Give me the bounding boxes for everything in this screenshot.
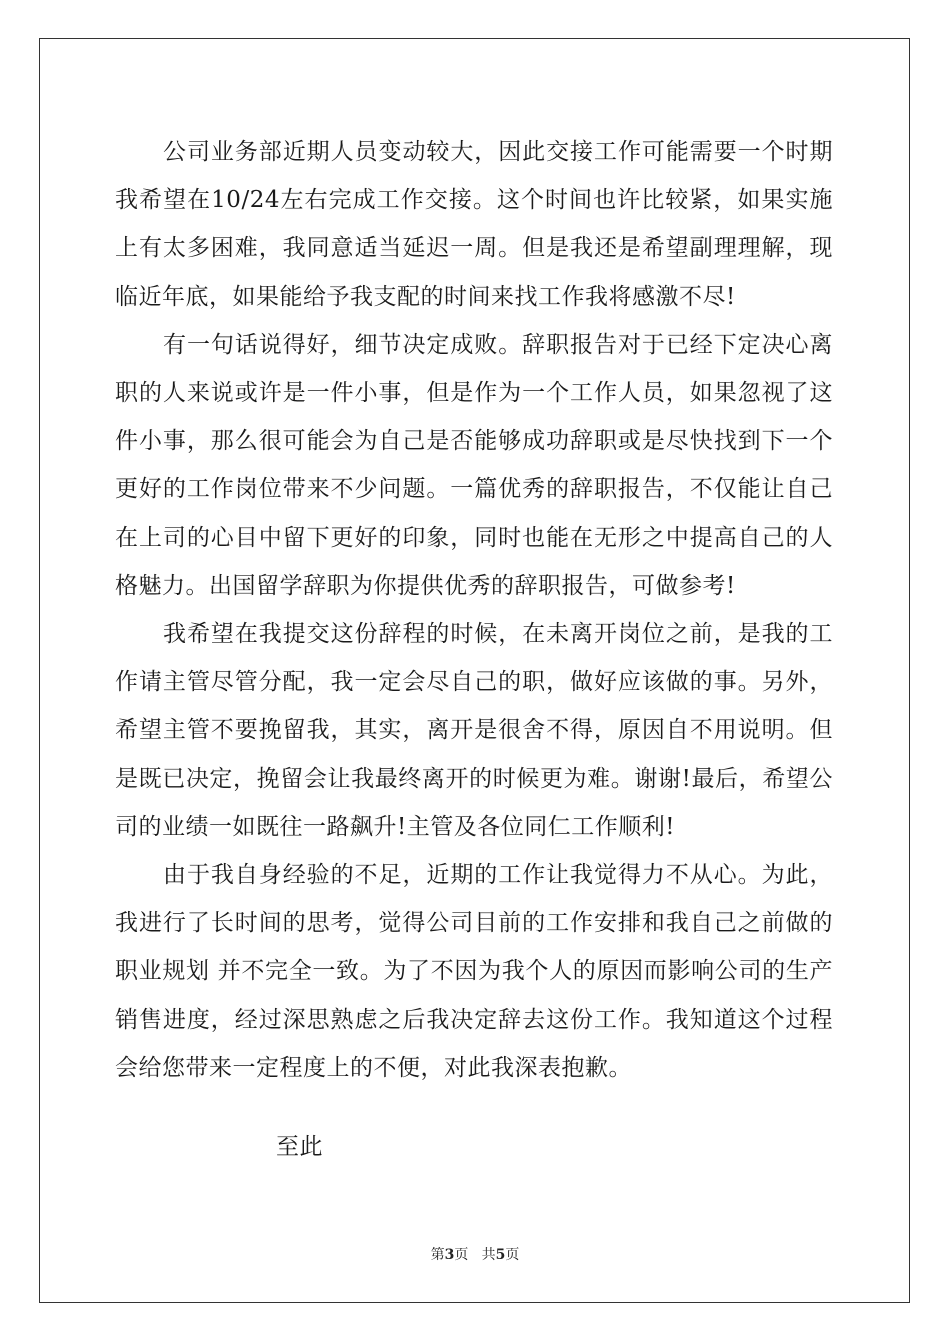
paragraph-3: 我希望在我提交这份辞程的时候，在未离开岗位之前，是我的工作请主管尽管分配，我一定会尽自己的职，做好应该做的事。另外，希望主管不要挽留我，其实，离开是很舍不得，原因自不用说明。但是既已决定，挽留会让我最终离开的时候更为难。谢谢!最后，希望公司的业绩一如既往一路飙升!主管及各位同仁工作顺利! [115,621,833,840]
document-body [115,128,833,1092]
closing-text: 至此 [276,1134,323,1160]
footer-page-suffix: 页 [454,1247,469,1263]
footer-page-prefix: 第 [430,1247,445,1263]
paragraph-2: 有一句话说得好，细节决定成败。辞职报告对于已经下定决心离职的人来说或许是一件小事，但是作为一个工作人员，如果忽视了这件小事，那么很可能会为自己是否能够成功辞职或是尽快找到下一个更好的工作岗位带来不少问题。一篇优秀的辞职报告，不仅能让自己在上司的心目中留下更好的印象，同时也能在无形之中提高自己的人格魅力。出国留学辞职为你提供优秀的辞职报告，可做参考! [115,331,833,599]
footer-page-number: 3 [444,1247,455,1263]
footer-total-pages: 5 [495,1247,506,1263]
footer-total-suffix: 页 [505,1247,520,1263]
paragraph-4: 由于我自身经验的不足，近期的工作让我觉得力不从心。为此，我进行了长时间的思考，觉得公司目前的工作安排和我自己之前做的职业规划 并不完全一致。为了不因为我个人的原因而影响公司的生产销售进度，经过深思熟虑之后我决定辞去这份工作。我知道这个过程会给您带来一定程度上的不便，对此我深表抱歉。 [115,862,833,1081]
paragraph-1: 公司业务部近期人员变动较大，因此交接工作可能需要一个时期我希望在10/24左右完成工作交接。这个时间也许比较紧，如果实施上有太多困难，我同意适当延迟一周。但是我还是希望副理理解，现临近年底，如果能给予我支配的时间来找工作我将感激不尽! [115,139,833,310]
page-footer [0,1245,950,1265]
footer-total-prefix: 共 [481,1247,496,1263]
